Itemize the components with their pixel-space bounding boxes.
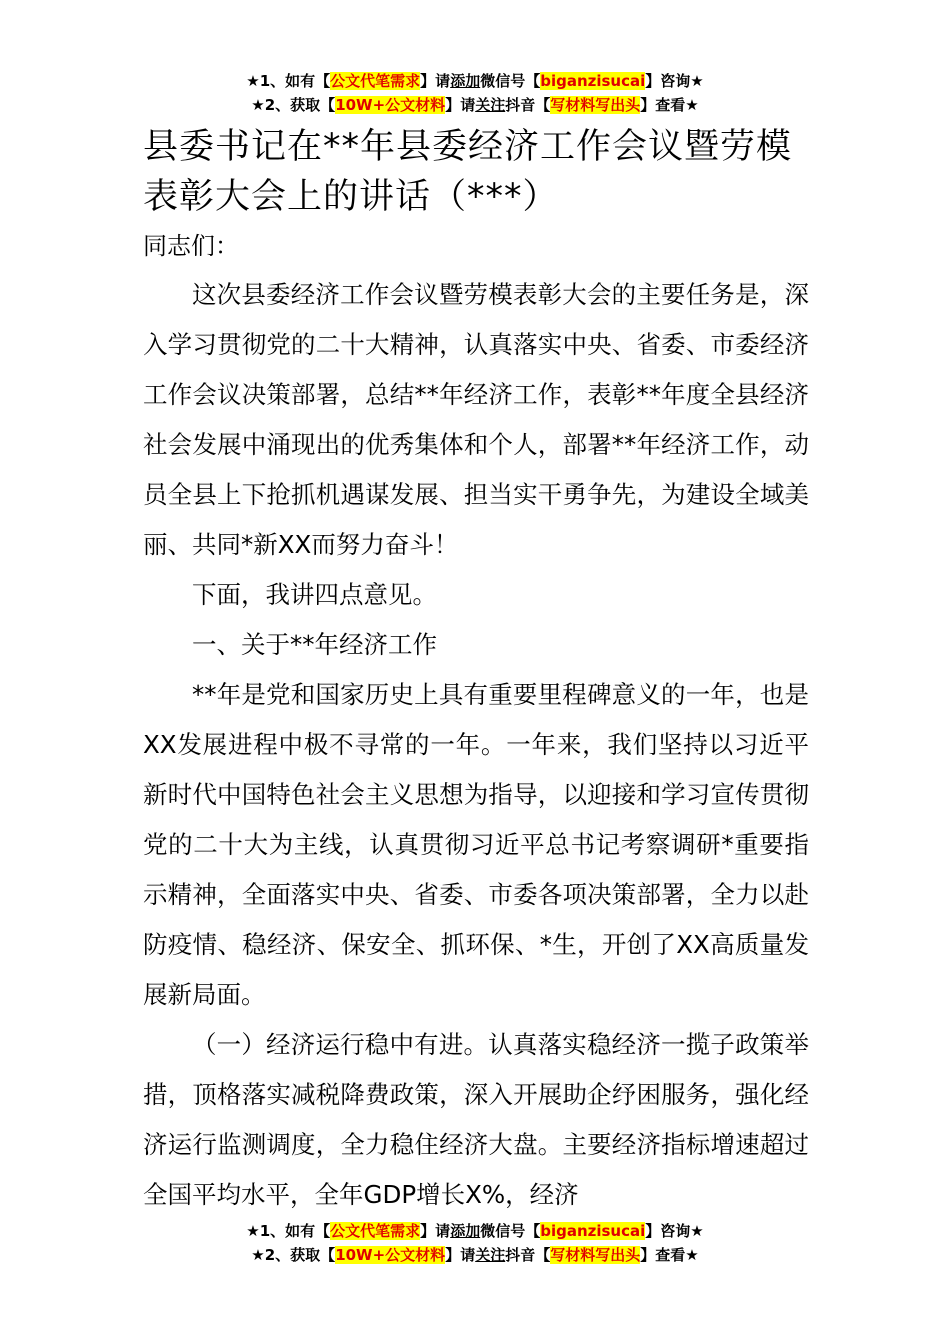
document-body [143, 270, 809, 1220]
promo-underlined: 添加 [450, 72, 481, 90]
promo-text: 2、获取【 [264, 1246, 336, 1264]
promo-highlight: 写材料写出头 [550, 96, 641, 114]
section-heading: 一、关于**年经济工作 [192, 630, 437, 659]
salutation: 同志们： [143, 232, 239, 260]
promo-highlight: 公文代笔需求 [330, 1222, 421, 1240]
promo-text: 1、如有【 [259, 72, 331, 90]
promo-text: 】请 [420, 1222, 451, 1240]
promo-text: 】查看★ [640, 96, 699, 114]
promo-text: 】咨询★ [645, 1222, 704, 1240]
paragraph: **年是党和国家历史上具有重要里程碑意义的一年，也是XX发展进程中极不寻常的一年。一年来，我们坚持以习近平新时代中国特色社会主义思想为指导，以迎接和学习宣传贯彻党的二十大为主线，认真贯彻习近平总书记考察调研*重要指示精神，全面落实中央、省委、市委各项决策部署，全力以赴防疫情、稳经济、保安全、抓环保、*生，开创了XX高质量发展新局面。 [143, 680, 809, 1009]
promo-text: 2、获取【 [264, 96, 336, 114]
promo-text: 】请 [420, 72, 451, 90]
promo-highlight: biganzisucai [540, 72, 646, 90]
paragraph: 这次县委经济工作会议暨劳模表彰大会的主要任务是，深入学习贯彻党的二十大精神，认真落实中央、省委、市委经济工作会议决策部署，总结**年经济工作，表彰**年度全县经济社会发展中涌现出的优秀集体和个人，部署**年经济工作，动员全县上下抢抓机遇谋发展、担当实干勇争先，为建设全域美丽、共同*新XX而努力奋斗！ [143, 280, 809, 559]
promo-highlight: biganzisucai [540, 1222, 646, 1240]
document-title: 县委书记在**年县委经济工作会议暨劳模表彰大会上的讲话（***） [143, 127, 793, 217]
promo-text: 】请 [445, 96, 476, 114]
header-promo-line-1 [0, 70, 950, 92]
promo-text: 微信号【 [480, 1222, 541, 1240]
promo-text: 】请 [445, 1246, 476, 1264]
promo-underlined: 关注 [475, 96, 506, 114]
promo-highlight: 公文代笔需求 [330, 72, 421, 90]
promo-text: 1、如有【 [259, 1222, 331, 1240]
promo-underlined: 关注 [475, 1246, 506, 1264]
promo-highlight: 10W+公文材料 [335, 96, 446, 114]
star-icon: ★ [246, 1222, 260, 1240]
paragraph: （一）经济运行稳中有进。认真落实稳经济一揽子政策举措，顶格落实减税降费政策，深入开展助企纾困服务，强化经济运行监测调度，全力稳住经济大盘。主要经济指标增速超过全国平均水平，全年GDP增长X%，经济 [143, 1030, 809, 1209]
promo-text: 抖音【 [505, 1246, 551, 1264]
promo-highlight: 写材料写出头 [550, 1246, 641, 1264]
promo-text: 】查看★ [640, 1246, 699, 1264]
star-icon: ★ [251, 96, 265, 114]
promo-underlined: 添加 [450, 1222, 481, 1240]
promo-text: 微信号【 [480, 72, 541, 90]
promo-text: 抖音【 [505, 96, 551, 114]
footer-promo-line-2 [0, 1244, 950, 1266]
star-icon: ★ [251, 1246, 265, 1264]
star-icon: ★ [246, 72, 260, 90]
promo-text: 】咨询★ [645, 72, 704, 90]
footer-promo-line-1 [0, 1220, 950, 1242]
header-promo-line-2 [0, 94, 950, 116]
promo-highlight: 10W+公文材料 [335, 1246, 446, 1264]
paragraph: 下面，我讲四点意见。 [192, 580, 437, 609]
